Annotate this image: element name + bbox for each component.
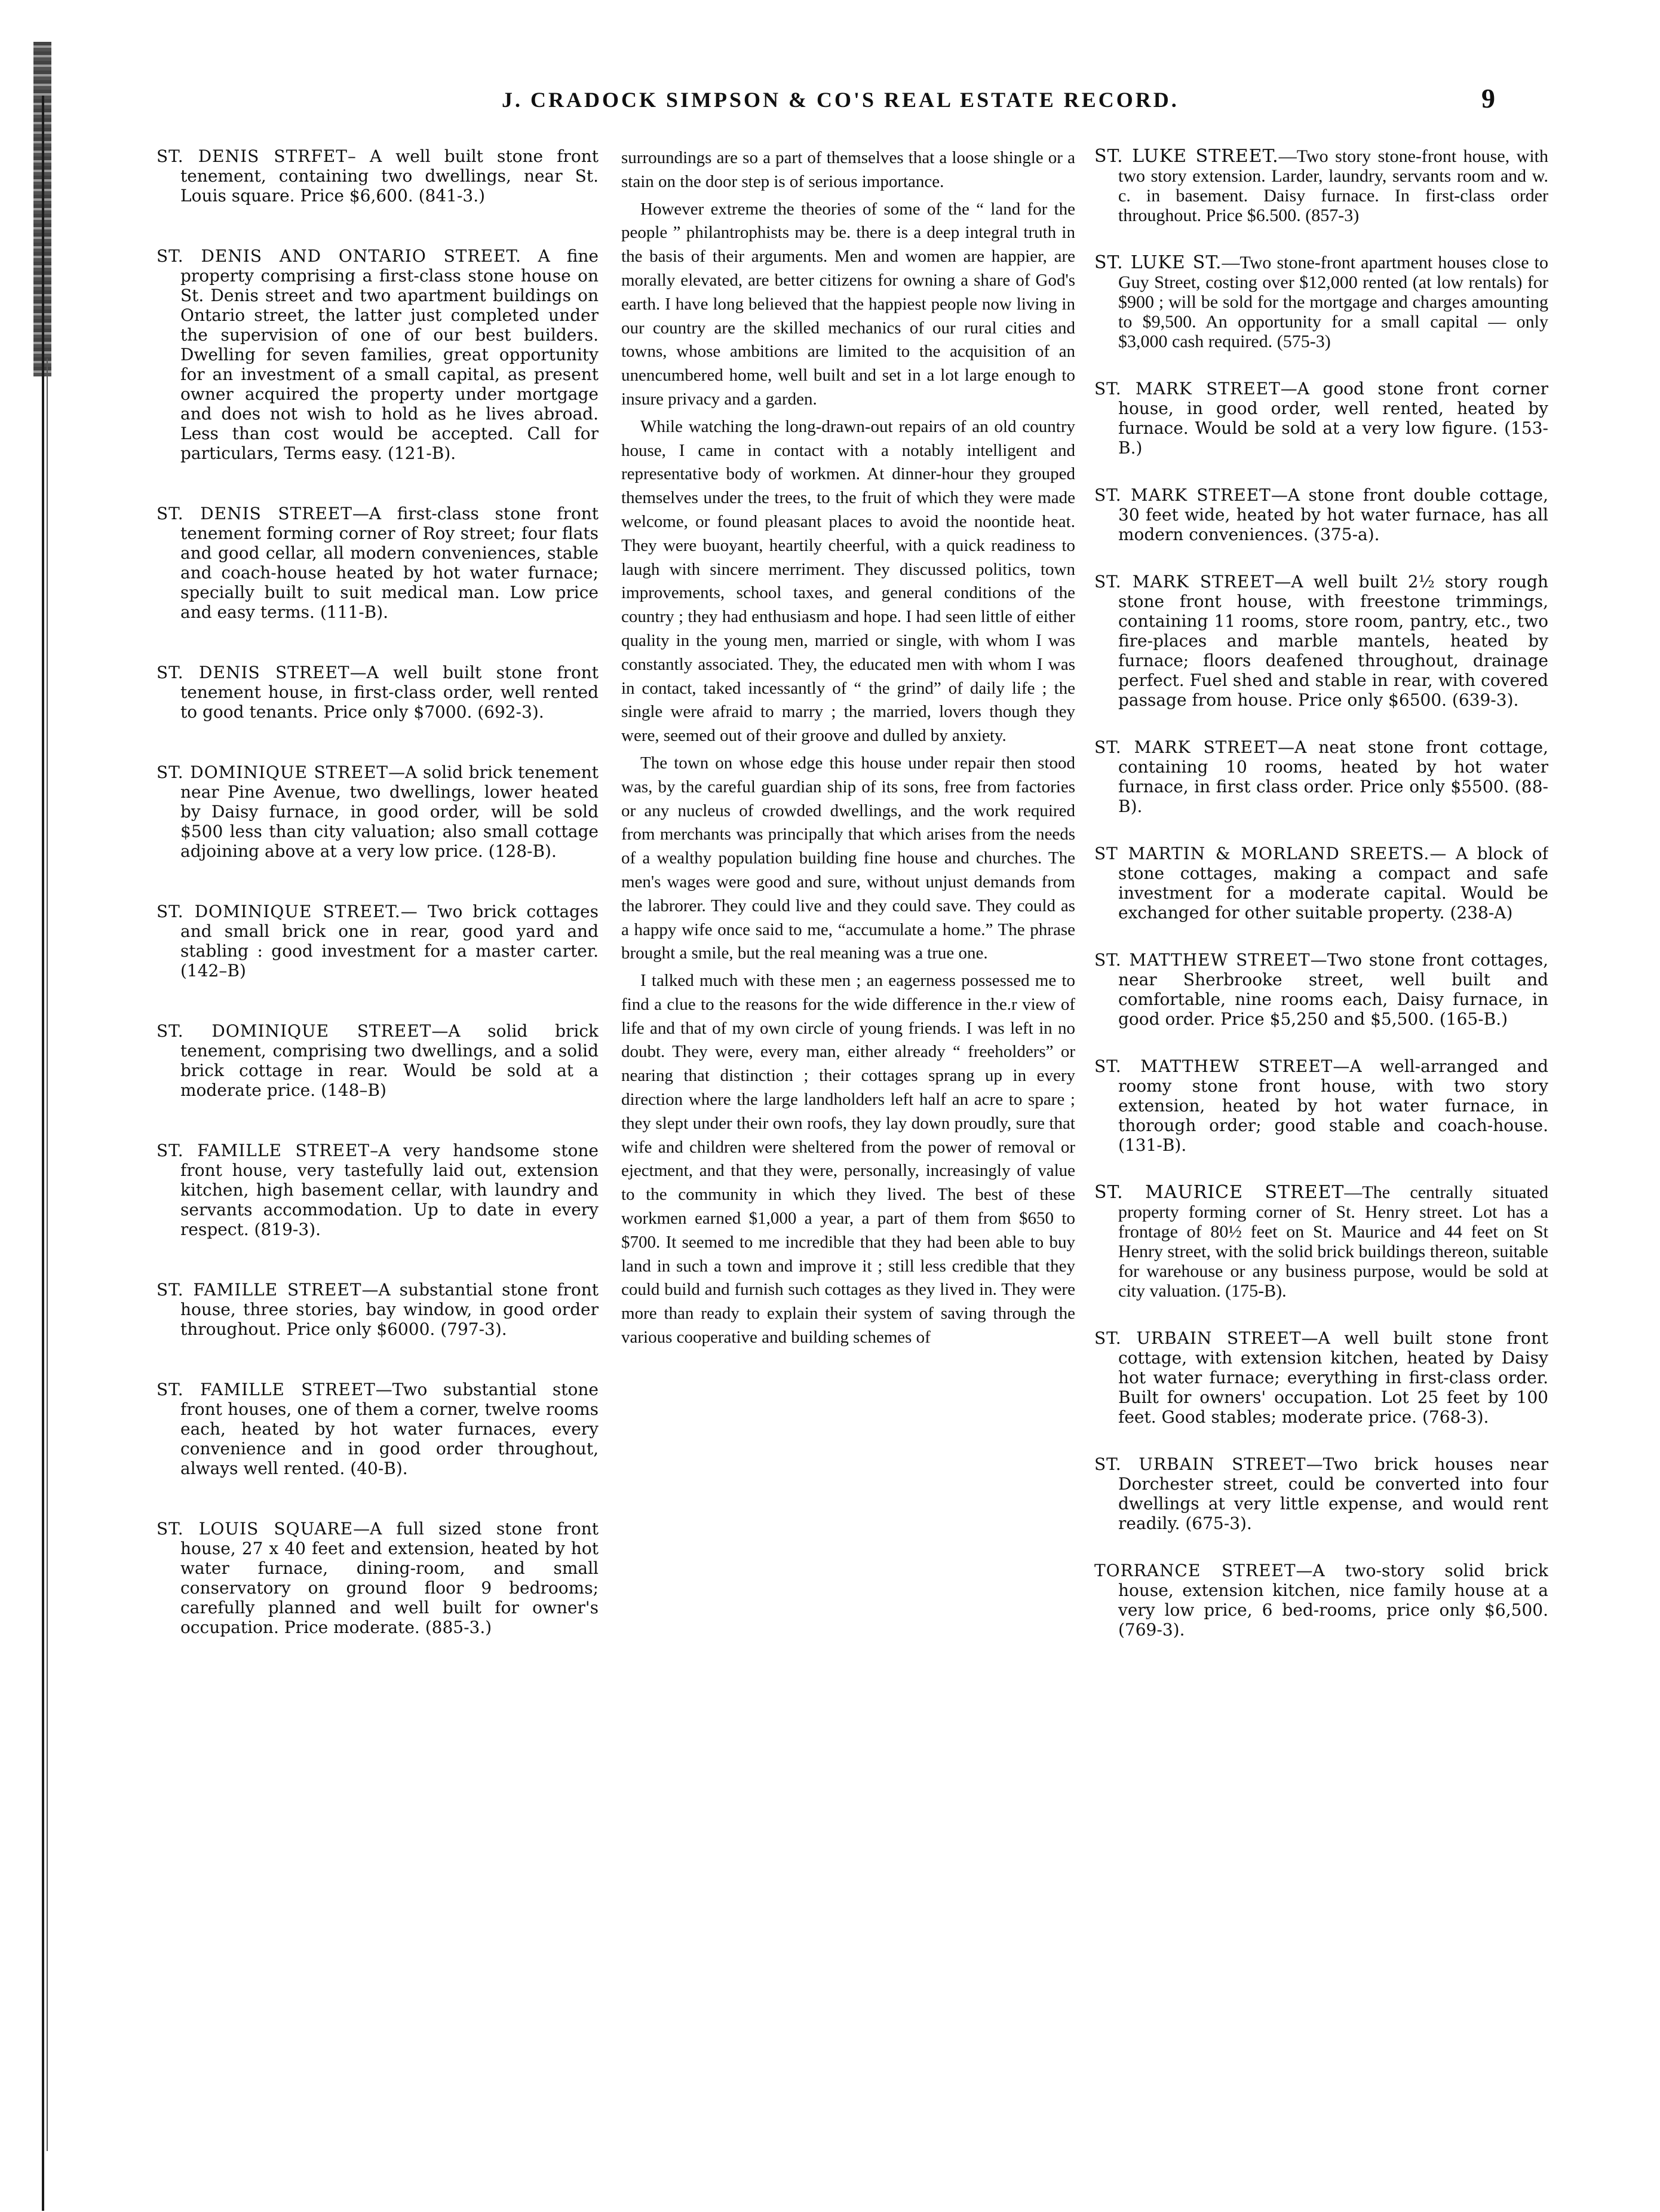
listing-entry — [1094, 572, 1548, 710]
listing-body: —Two story stone-front house, with two story extension. Larder, laundry, servants room and w. c. in basement. Daisy furnace. In first-class order throughout. Price $6.500. (857-3) — [1118, 146, 1548, 225]
listing-body: —A two-story solid brick house, extension kitchen, nice family house at a very low price, 6 bed-rooms, price only $6,500. (769-3). — [1118, 1561, 1548, 1640]
column-2-essay — [621, 146, 1075, 2190]
listing-body: —Two brick houses near Dorchester street, could be converted into four dwellings at very little expense, and would rent readily. (675-3). — [1118, 1454, 1548, 1533]
listing-entry — [157, 1021, 599, 1100]
listing-entry — [157, 146, 599, 206]
listing-heading: ST. DOMINIQUE STREET. — [157, 902, 401, 921]
listing-entry — [157, 1380, 599, 1478]
listing-heading: ST. LUKE STREET. — [1094, 146, 1279, 167]
column-1 — [157, 146, 599, 2190]
spine-shadow — [47, 359, 48, 2151]
listing-heading: ST. DOMINIQUE STREET — [157, 762, 389, 782]
listing-body: —A good stone front corner house, in good order, well rented, heated by furnace. Would be sold at a very low figure. (153-B.) — [1118, 379, 1548, 458]
listing-heading: ST. MATTHEW STREET — [1094, 950, 1311, 970]
listing-entry — [157, 762, 599, 861]
listing-heading: ST. FAMILLE STREET — [157, 1280, 362, 1300]
listing-heading: ST. MARK STREET — [1094, 379, 1281, 399]
listing-entry — [1094, 737, 1548, 816]
listing-body: —A solid brick tenement near Pine Avenue, two dwellings, lower heated by Daisy furnace, in good order, will be sold $500 less than city valuation; also small cottage adjoining above at a very low price. (128-B). — [180, 762, 599, 861]
listing-body: —A neat stone front cottage, containing 10 rooms, heated by hot water furnace, in first class order. Price only $5500. (88-B). — [1118, 737, 1548, 816]
listing-body: —A substantial stone front house, three stories, bay window, in good order throughout. Price only $6000. (797-3). — [180, 1280, 599, 1339]
listing-body: —Two substantial stone front houses, one of them a corner, twelve rooms each, heated by hot water furnaces, every convenience and in good order throughout, always well rented. (40-B). — [180, 1380, 599, 1478]
listing-heading: ST MARTIN & MORLAND SREETS. — [1094, 844, 1430, 863]
listing-heading: ST. LOUIS SQUARE — [157, 1519, 354, 1539]
listing-entry — [1094, 844, 1548, 923]
listing-heading: ST. DENIS AND ONTARIO STREET. — [157, 246, 521, 266]
listing-entry — [157, 902, 599, 981]
listing-body: —A well-arranged and roomy stone front house, with two story extension, heated by hot water furnace, in thorough order; good stable and coach-house. (131-B). — [1118, 1056, 1548, 1155]
listing-body: —A full sized stone front house, 27 x 40 feet and extension, heated by hot water furnace, dining-room, and small conservatory on ground floor 9 bedrooms; carefully planned and well built for owner's occupation. Price moderate. (885-3.) — [180, 1519, 599, 1637]
running-header — [108, 76, 1601, 118]
listing-entry — [1094, 1056, 1548, 1155]
listing-body: – A well built stone front tenement, containing two dwellings, near St. Louis square. Price $6,600. (841-3.) — [180, 146, 599, 206]
listing-body: —Two stone front cottages, near Sherbrooke street, well built and comfortable, nine rooms each, Daisy furnace, in good order. Price $5,250 and $5,500. (165-B.) — [1118, 950, 1548, 1029]
listing-entry — [157, 246, 599, 463]
listing-entry — [1094, 1328, 1548, 1427]
listing-entry — [1094, 1182, 1548, 1301]
listing-entry — [1094, 253, 1548, 351]
listing-heading: ST. MARK STREET — [1094, 737, 1278, 757]
listing-body: —A well built 2½ story rough stone front house, with freestone trimmings, containing 11 rooms, store room, pantry, etc., two fire-places and marble mantels, heated by furnace; floors deafened throughout, drainage perfect. Fuel shed and stable in rear, with covered passage from house. Price only $6500. (639-3). — [1118, 572, 1548, 710]
listing-entry — [1094, 379, 1548, 458]
listing-body: —A well built stone front tenement house, in first-class order, well rented to good tenants. Price only $7000. (692-3). — [180, 663, 599, 722]
column-3 — [1094, 146, 1548, 2190]
listing-entry — [157, 663, 599, 722]
essay-paragraph: While watching the long-drawn-out repairs of an old country house, I came in contact with a notably intelligent and representative body of workmen. At dinner-hour they grouped themselves under the trees, to the fruit of which they were made welcome, or found pleasant places to avoid the noontide heat. They were buoyant, heartily cheerful, with a quick readiness to laugh with sincere merriment. They discussed politics, town improvements, school taxes, and general conditions of the country ; they had enthusiasm and hope. I had seen little of either quality in the young men, married or single, with whom I was constantly associated. They, the educated men with whom I was in contact, taked incessantly of “ the grind” of daily life ; the single were afraid to marry ; the married, lovers though they were, seemed out of their groove and dulled by anxiety. — [621, 416, 1075, 746]
listing-entry — [1094, 950, 1548, 1029]
listing-entry — [1094, 1561, 1548, 1640]
listing-body: — A block of stone cottages, making a compact and safe investment for a moderate capital. Would be exchanged for other suitable property. (238-A) — [1118, 844, 1548, 923]
listing-entry — [1094, 146, 1548, 225]
listing-body: —The centrally situated property forming corner of St. Henry street. Lot has a frontage of 80½ feet on St. Maurice and 44 feet on St Henry street, with the solid brick buildings thereon, suitable for warehouse or any business purpose, would be sold at city valuation. (175-B). — [1118, 1182, 1548, 1301]
listing-heading: ST. DENIS STREET — [157, 663, 350, 682]
listing-heading: ST. DOMINIQUE STREET — [157, 1021, 432, 1041]
binding-edge — [33, 0, 57, 2212]
listing-heading: ST. MAURICE STREET — [1094, 1182, 1345, 1203]
listing-entry — [157, 1141, 599, 1239]
listing-heading: ST. MARK STREET — [1094, 572, 1275, 592]
essay-paragraph: The town on whose edge this house under repair then stood was, by the careful guardian ship of its sons, free from factories or any nucleus of crowded dwellings, and the work required from merchants was principally that which arises from the needs of a wealthy population building fine house and churches. The men's wages were good and sure, without unjust demands from the labrorer. They could live and they could save. They could as a happy wife once said to me, “accumulate a home.” The phrase brought a smile, but the real meaning was a true one. — [621, 753, 1075, 963]
essay-paragraph: However extreme the theories of some of the “ land for the people ” philantrophists may be. there is a deep integral truth in the basis of their arguments. Men and women are happier, are morally elevated, are better citizens for owning a share of God's earth. I have long believed that the happiest people now living in our country are the skilled mechanics of our rural cities and towns, whose ambitions are limited to the acquisition of an unencumbered home, well built and set in a lot large enough to insure privacy and a garden. — [621, 199, 1075, 409]
listing-entry — [157, 1519, 599, 1637]
listing-entry — [157, 504, 599, 622]
listing-body: —A well built stone front cottage, with extension kitchen, heated by Daisy hot water furnace; everything in first-class order. Built for owners' occupation. Lot 25 feet by 100 feet. Good stables; moderate price. (768-3). — [1118, 1328, 1548, 1427]
listing-heading: ST. FAMILLE STREET — [157, 1141, 370, 1160]
listing-entry — [1094, 485, 1548, 544]
listing-heading: ST. URBAIN STREET — [1094, 1454, 1306, 1474]
listing-body: —A solid brick tenement, comprising two dwellings, and a solid brick cottage in rear. Would be sold at a moderate price. (148–B) — [180, 1021, 599, 1100]
listing-heading: ST. DENIS STRFET — [157, 146, 348, 166]
listing-body: —Two stone-front apartment houses close to Guy Street, costing over $12,000 rented (at low rentals) for $900 ; will be sold for the mortgage and charges amounting to $9,500. An opportunity for a small capital — only $3,000 cash required. (575-3) — [1118, 253, 1548, 351]
listing-body: — Two brick cottages and small brick one in rear, good yard and stabling : good investment for a master carter. (142–B) — [180, 902, 599, 981]
listing-entry — [157, 1280, 599, 1339]
running-title: J. CRADOCK SIMPSON & CO'S REAL ESTATE RECORD. — [502, 88, 1179, 112]
page-number: 9 — [1481, 83, 1495, 114]
listing-heading: ST. URBAIN STREET — [1094, 1328, 1302, 1348]
listing-body: —A stone front double cottage, 30 feet wide, heated by hot water furnace, has all modern conveniences. (375-a). — [1118, 485, 1548, 544]
listing-body: –A very handsome stone front house, very tastefully laid out, extension kitchen, high basement cellar, with laundry and servants accommodation. Up to date in every respect. (819-3). — [180, 1141, 599, 1239]
listing-heading: TORRANCE STREET — [1094, 1561, 1296, 1580]
essay-paragraph: surroundings are so a part of themselves that a loose shingle or a stain on the door step is of serious importance. — [621, 148, 1075, 191]
listing-heading: ST. MATTHEW STREET — [1094, 1056, 1333, 1076]
essay-paragraph: I talked much with these men ; an eagerness possessed me to find a clue to the reasons for the wide difference in the.r view of life and that of my own circle of young friends. I was left in no doubt. They were, every man, either already “ freeholders” or nearing that distinction ; their cottages sprang up in every direction where the large landholders left half an acre to spare ; they slept under their own roofs, they lay down proudly, sure that wife and children were sheltered from the power of removal or ejectment, and that they were, personally, increasingly of value to the community in which they lived. The best of these workmen earned $1,000 a year, a part of them from $650 to $700. It seemed to me incredible that they had been able to buy land in such a town and improve it ; still less credible that they could build and furnish such cottages as they lived in. They were more than ready to explain their system of saving through the various cooperative and building schemes of — [621, 971, 1075, 1347]
spine-line — [42, 96, 44, 2211]
listing-heading: ST. DENIS STREET — [157, 504, 352, 523]
listing-heading: ST. MARK STREET — [1094, 485, 1271, 505]
listing-heading: ST. LUKE ST. — [1094, 252, 1222, 273]
listing-entry — [1094, 1454, 1548, 1533]
listing-body: A fine property comprising a first-class stone house on St. Denis street and two apartment buildings on Ontario street, the latter just completed under the supervision of one of our best builders. Dwelling for seven families, great opportunity for an investment of a small capital, as present owner acquired the property under mortgage and does not wish to hold as he lives abroad. Less than cost would be accepted. Call for particulars, Terms easy. (121-B). — [180, 246, 599, 463]
listing-heading: ST. FAMILLE STREET — [157, 1380, 376, 1399]
listing-body: —A first-class stone front tenement forming corner of Roy street; four flats and good cellar, all modern conveniences, stable and coach-house heated by hot water furnace; specially built to suit medical man. Low price and easy terms. (111-B). — [180, 504, 599, 622]
